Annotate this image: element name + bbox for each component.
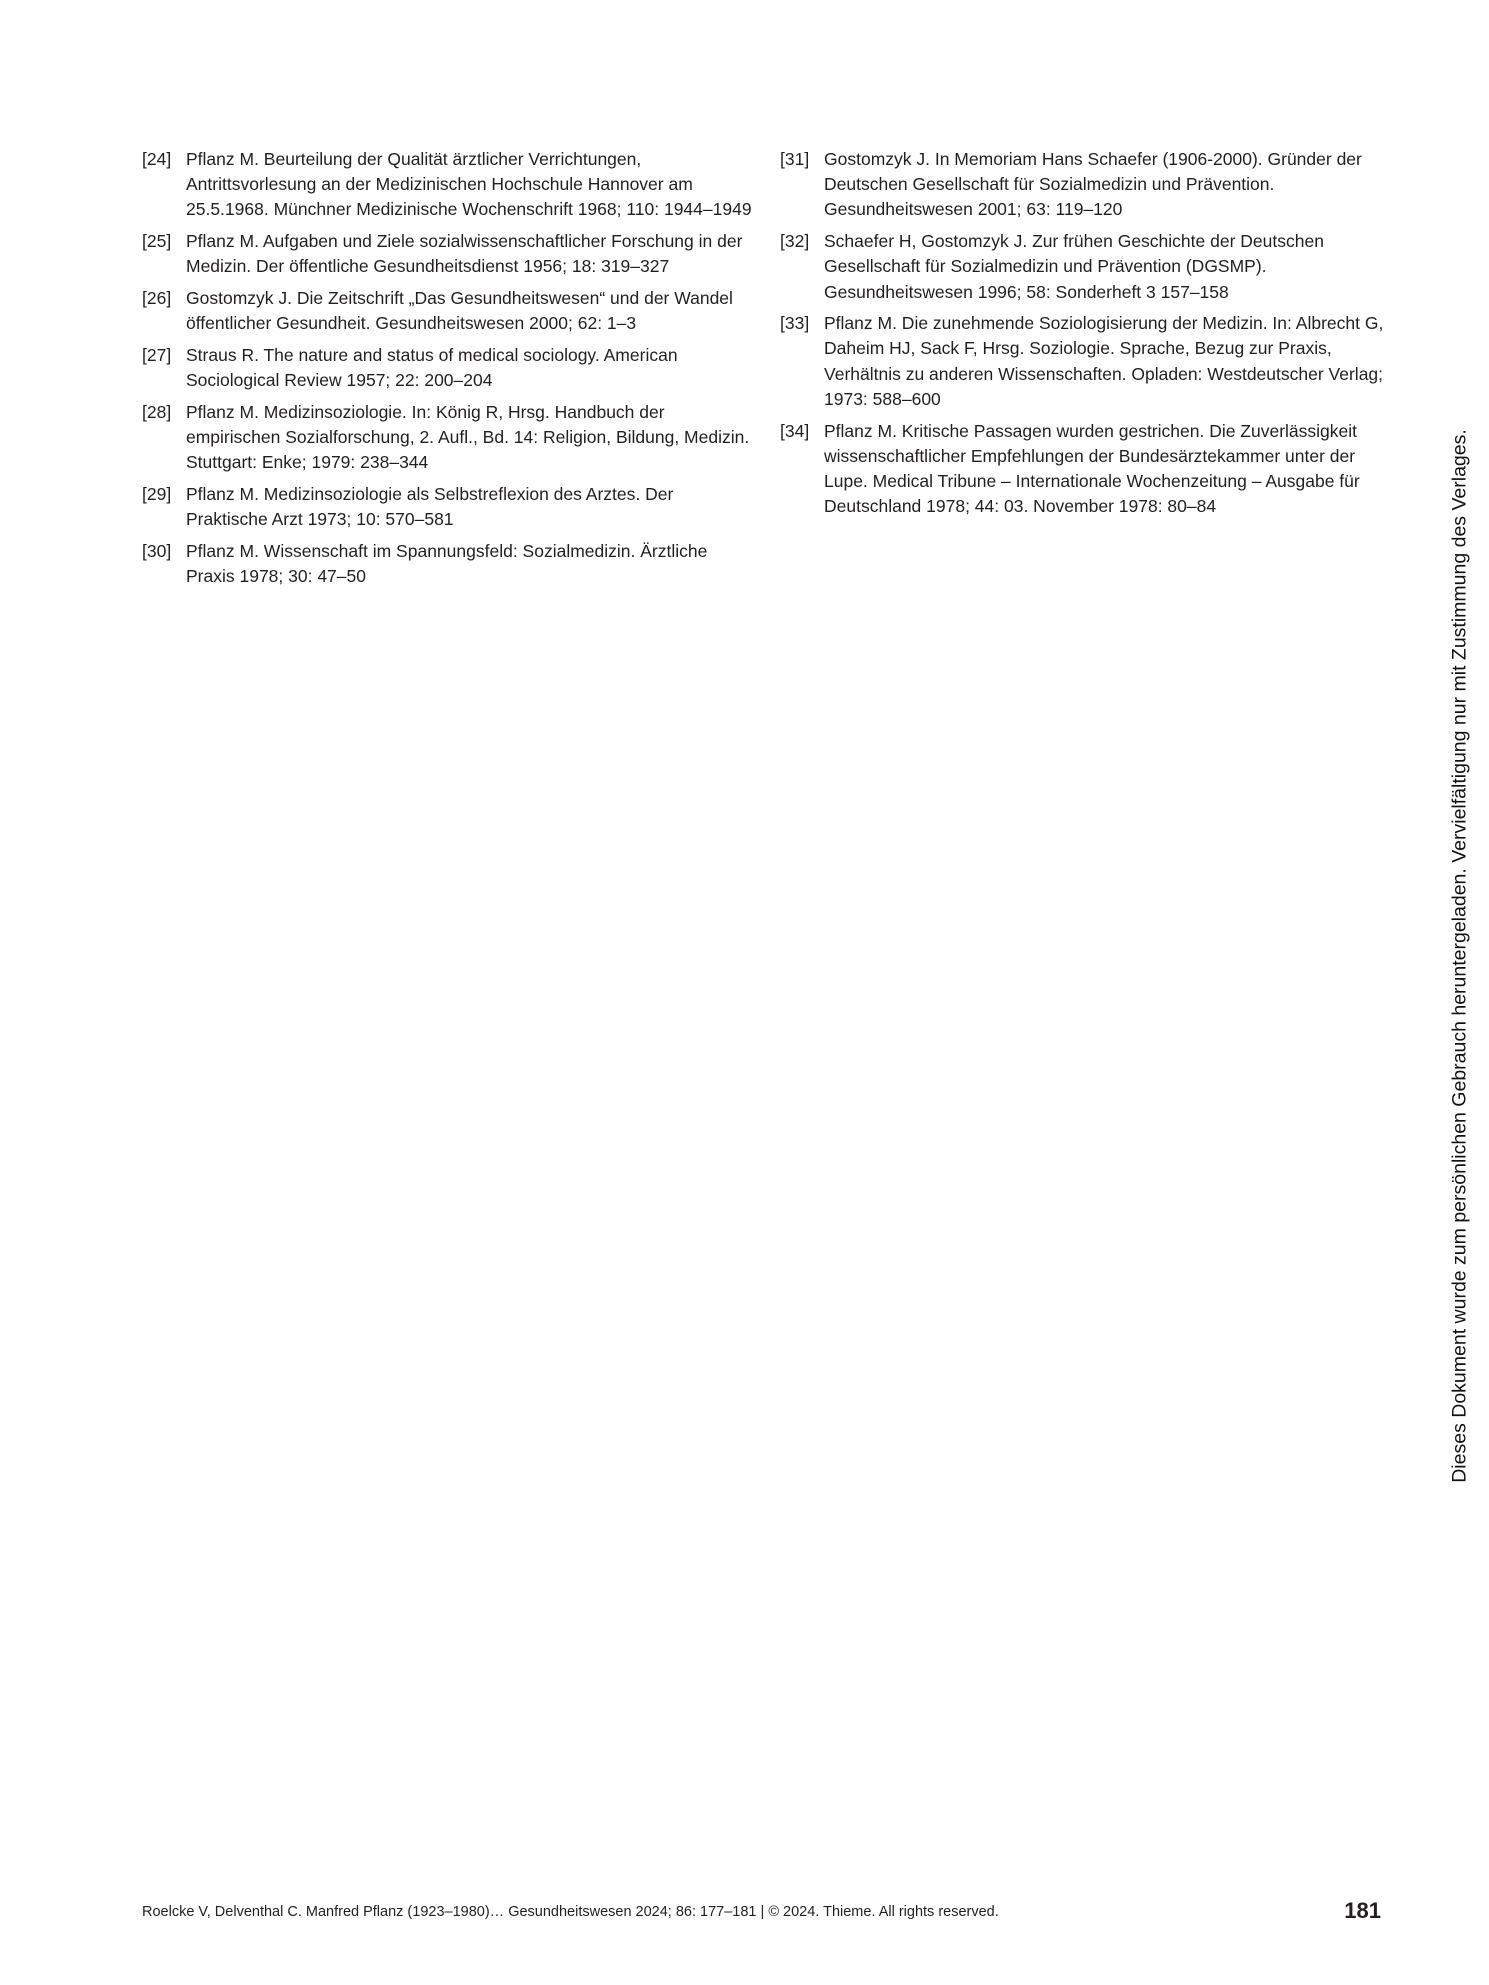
reference-text: Gostomzyk J. In Memoriam Hans Schaefer (1906-2000). Gründer der Deutschen Gesellschaft für Sozialmedizin und Prävention. Gesundheitswesen 2001; 63: 119–120 <box>824 149 1362 220</box>
reference-number: [25] <box>142 231 172 252</box>
reference-item <box>142 482 752 532</box>
reference-text: Pflanz M. Medizinsoziologie als Selbstreflexion des Arztes. Der Praktische Arzt 1973; 10: 570–581 <box>186 483 674 530</box>
reference-item <box>142 147 752 223</box>
reference-text: Pflanz M. Kritische Passagen wurden gestrichen. Die Zuverlässigkeit wissenschaftlicher Empfehlungen der Bundesärztekammer unter der Lupe. Medical Tribune – Internationale Wochenzeitung – Ausgabe für Deutschland 1978; 44: 03. November 1978: 80–84 <box>824 420 1360 517</box>
download-notice-sidebar: Dieses Dokument wurde zum persönlichen Gebrauch heruntergeladen. Vervielfältigung nur mit Zustimmung des Verlages. <box>1448 429 1471 1483</box>
reference-text: Straus R. The nature and status of medical sociology. American Sociological Review 1957; 22: 200–204 <box>186 344 678 391</box>
reference-list-left-column <box>142 147 752 596</box>
reference-item <box>142 539 752 589</box>
reference-text: Schaefer H, Gostomzyk J. Zur frühen Geschichte der Deutschen Gesellschaft für Sozialmedizin und Prävention (DGSMP). Gesundheitswesen 1996; 58: Sonderheft 3 157–158 <box>824 231 1324 302</box>
page-number: 181 <box>1344 1898 1381 1923</box>
reference-item <box>780 229 1390 305</box>
reference-item <box>780 311 1390 412</box>
reference-item <box>142 286 752 336</box>
reference-number: [26] <box>142 288 172 309</box>
reference-list-right-column <box>780 147 1390 526</box>
reference-text: Pflanz M. Aufgaben und Ziele sozialwissenschaftlicher Forschung in der Medizin. Der öffentliche Gesundheitsdienst 1956; 18: 319–327 <box>186 231 743 277</box>
reference-number: [27] <box>142 344 172 365</box>
reference-number: [30] <box>142 540 172 561</box>
reference-item <box>780 419 1390 520</box>
reference-number: [29] <box>142 483 172 504</box>
reference-item <box>142 229 752 279</box>
reference-item <box>142 400 752 476</box>
reference-text: Pflanz M. Beurteilung der Qualität ärztlicher Verrichtungen, Antrittsvorlesung an der Medizinischen Hochschule Hannover am 25.5.1968. Münchner Medizinische Wochenschrift 1968; 110: 1944–1949 <box>186 149 752 220</box>
reference-number: [34] <box>780 420 810 441</box>
reference-item <box>142 343 752 393</box>
reference-text: Pflanz M. Die zunehmende Soziologisierung der Medizin. In: Albrecht G, Daheim HJ, Sack F, Hrsg. Soziologie. Sprache, Bezug zur Praxis, Verhältnis zu anderen Wissenschaften. Opladen: Westdeutscher Verlag; 1973: 588–600 <box>824 313 1384 409</box>
reference-text: Pflanz M. Wissenschaft im Spannungsfeld: Sozialmedizin. Ärztliche Praxis 1978; 30: 47–50 <box>186 540 708 587</box>
reference-number: [24] <box>142 149 172 169</box>
reference-number: [31] <box>780 149 810 169</box>
footer-citation: Roelcke V, Delventhal C. Manfred Pflanz (1923–1980)… Gesundheitswesen 2024; 86: 177–181 | © 2024. Thieme. All rights reserved. <box>142 1904 999 1920</box>
reference-number: [28] <box>142 401 172 422</box>
reference-number: [32] <box>780 231 810 252</box>
reference-text: Gostomzyk J. Die Zeitschrift „Das Gesundheitswesen“ und der Wandel öffentlicher Gesundheit. Gesundheitswesen 2000; 62: 1–3 <box>186 288 733 334</box>
reference-item <box>780 147 1390 223</box>
reference-text: Pflanz M. Medizinsoziologie. In: König R, Hrsg. Handbuch der empirischen Sozialforschung, 2. Aufl., Bd. 14: Religion, Bildung, Medizin. Stuttgart: Enke; 1979: 238–344 <box>186 401 750 473</box>
reference-number: [33] <box>780 313 810 334</box>
